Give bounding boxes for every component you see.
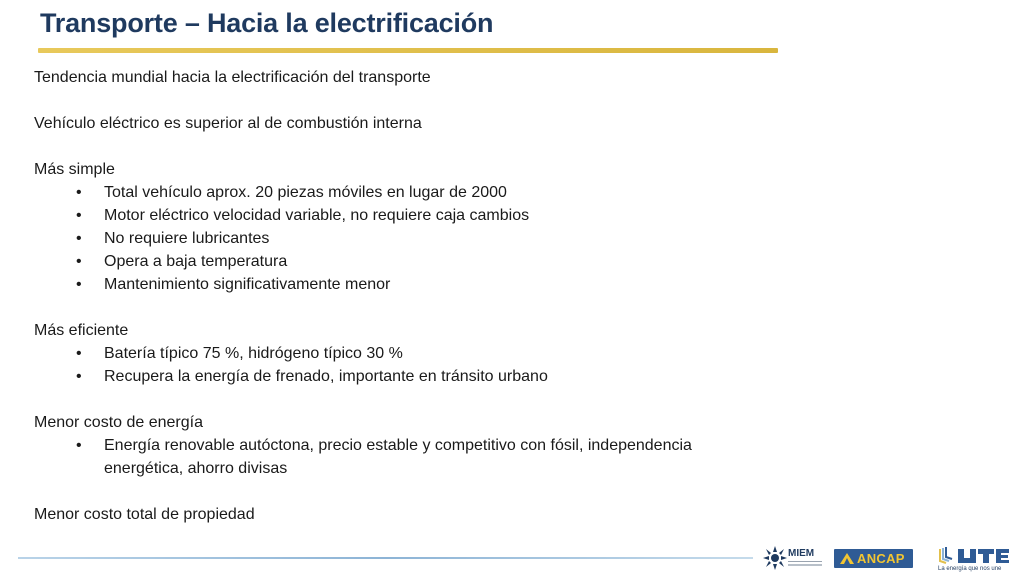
ute-tagline: La energía que nos une — [938, 566, 1002, 572]
ute-logo — [938, 546, 1010, 576]
miem-wordmark: MIEM — [788, 548, 815, 559]
section-heading: Tendencia mundial hacia la electrificación del transporte — [34, 69, 431, 86]
bullet-marker: • — [76, 345, 82, 362]
bullet-item — [34, 250, 754, 273]
section — [34, 66, 754, 89]
miem-subtext-lines — [788, 561, 822, 563]
bullet-marker: • — [76, 184, 82, 201]
bullet-marker: • — [76, 207, 82, 224]
miem-sun-icon — [763, 545, 787, 571]
ancap-logo — [834, 549, 913, 568]
bullet-text: No requiere lubricantes — [104, 230, 270, 247]
section — [34, 112, 754, 135]
section-heading: Vehículo eléctrico es superior al de combustión interna — [34, 115, 422, 132]
bullet-item — [34, 342, 754, 365]
ancap-wordmark: ANCAP — [857, 551, 905, 566]
bullet-text: Energía renovable autóctona, precio estable y competitivo con fósil, independencia energética, ahorro divisas — [104, 437, 692, 477]
section — [34, 411, 754, 480]
bullet-list — [34, 342, 754, 388]
bullet-marker: • — [76, 368, 82, 385]
ute-mark-icon — [938, 546, 1010, 566]
bullet-marker: • — [76, 230, 82, 247]
bullet-text: Recupera la energía de frenado, importante en tránsito urbano — [104, 368, 548, 385]
ancap-triangle-icon — [840, 553, 854, 564]
bullet-item — [34, 365, 754, 388]
bullet-text: Opera a baja temperatura — [104, 253, 288, 270]
bullet-item — [34, 434, 754, 480]
section — [34, 158, 754, 296]
section-heading: Más simple — [34, 161, 115, 178]
footer-divider — [18, 557, 753, 559]
bullet-text: Total vehículo aprox. 20 piezas móviles en lugar de 2000 — [104, 184, 507, 201]
section-heading: Menor costo total de propiedad — [34, 506, 255, 523]
slide-title: Transporte – Hacia la electrificación — [40, 8, 494, 38]
bullet-text: Batería típico 75 %, hidrógeno típico 30 % — [104, 345, 403, 362]
section — [34, 319, 754, 388]
miem-logo — [763, 545, 825, 571]
section-heading: Menor costo de energía — [34, 414, 203, 431]
bullet-list — [34, 434, 754, 480]
bullet-marker: • — [76, 437, 82, 454]
bullet-item — [34, 273, 754, 296]
section-heading: Más eficiente — [34, 322, 129, 339]
title-underline — [38, 48, 778, 53]
bullet-text: Mantenimiento significativamente menor — [104, 276, 391, 293]
bullet-list — [34, 181, 754, 296]
bullet-item — [34, 204, 754, 227]
slide-body — [34, 66, 754, 549]
bullet-text: Motor eléctrico velocidad variable, no requiere caja cambios — [104, 207, 530, 224]
section — [34, 503, 754, 526]
bullet-item — [34, 181, 754, 204]
bullet-marker: • — [76, 276, 82, 293]
bullet-item — [34, 227, 754, 250]
bullet-marker: • — [76, 253, 82, 270]
